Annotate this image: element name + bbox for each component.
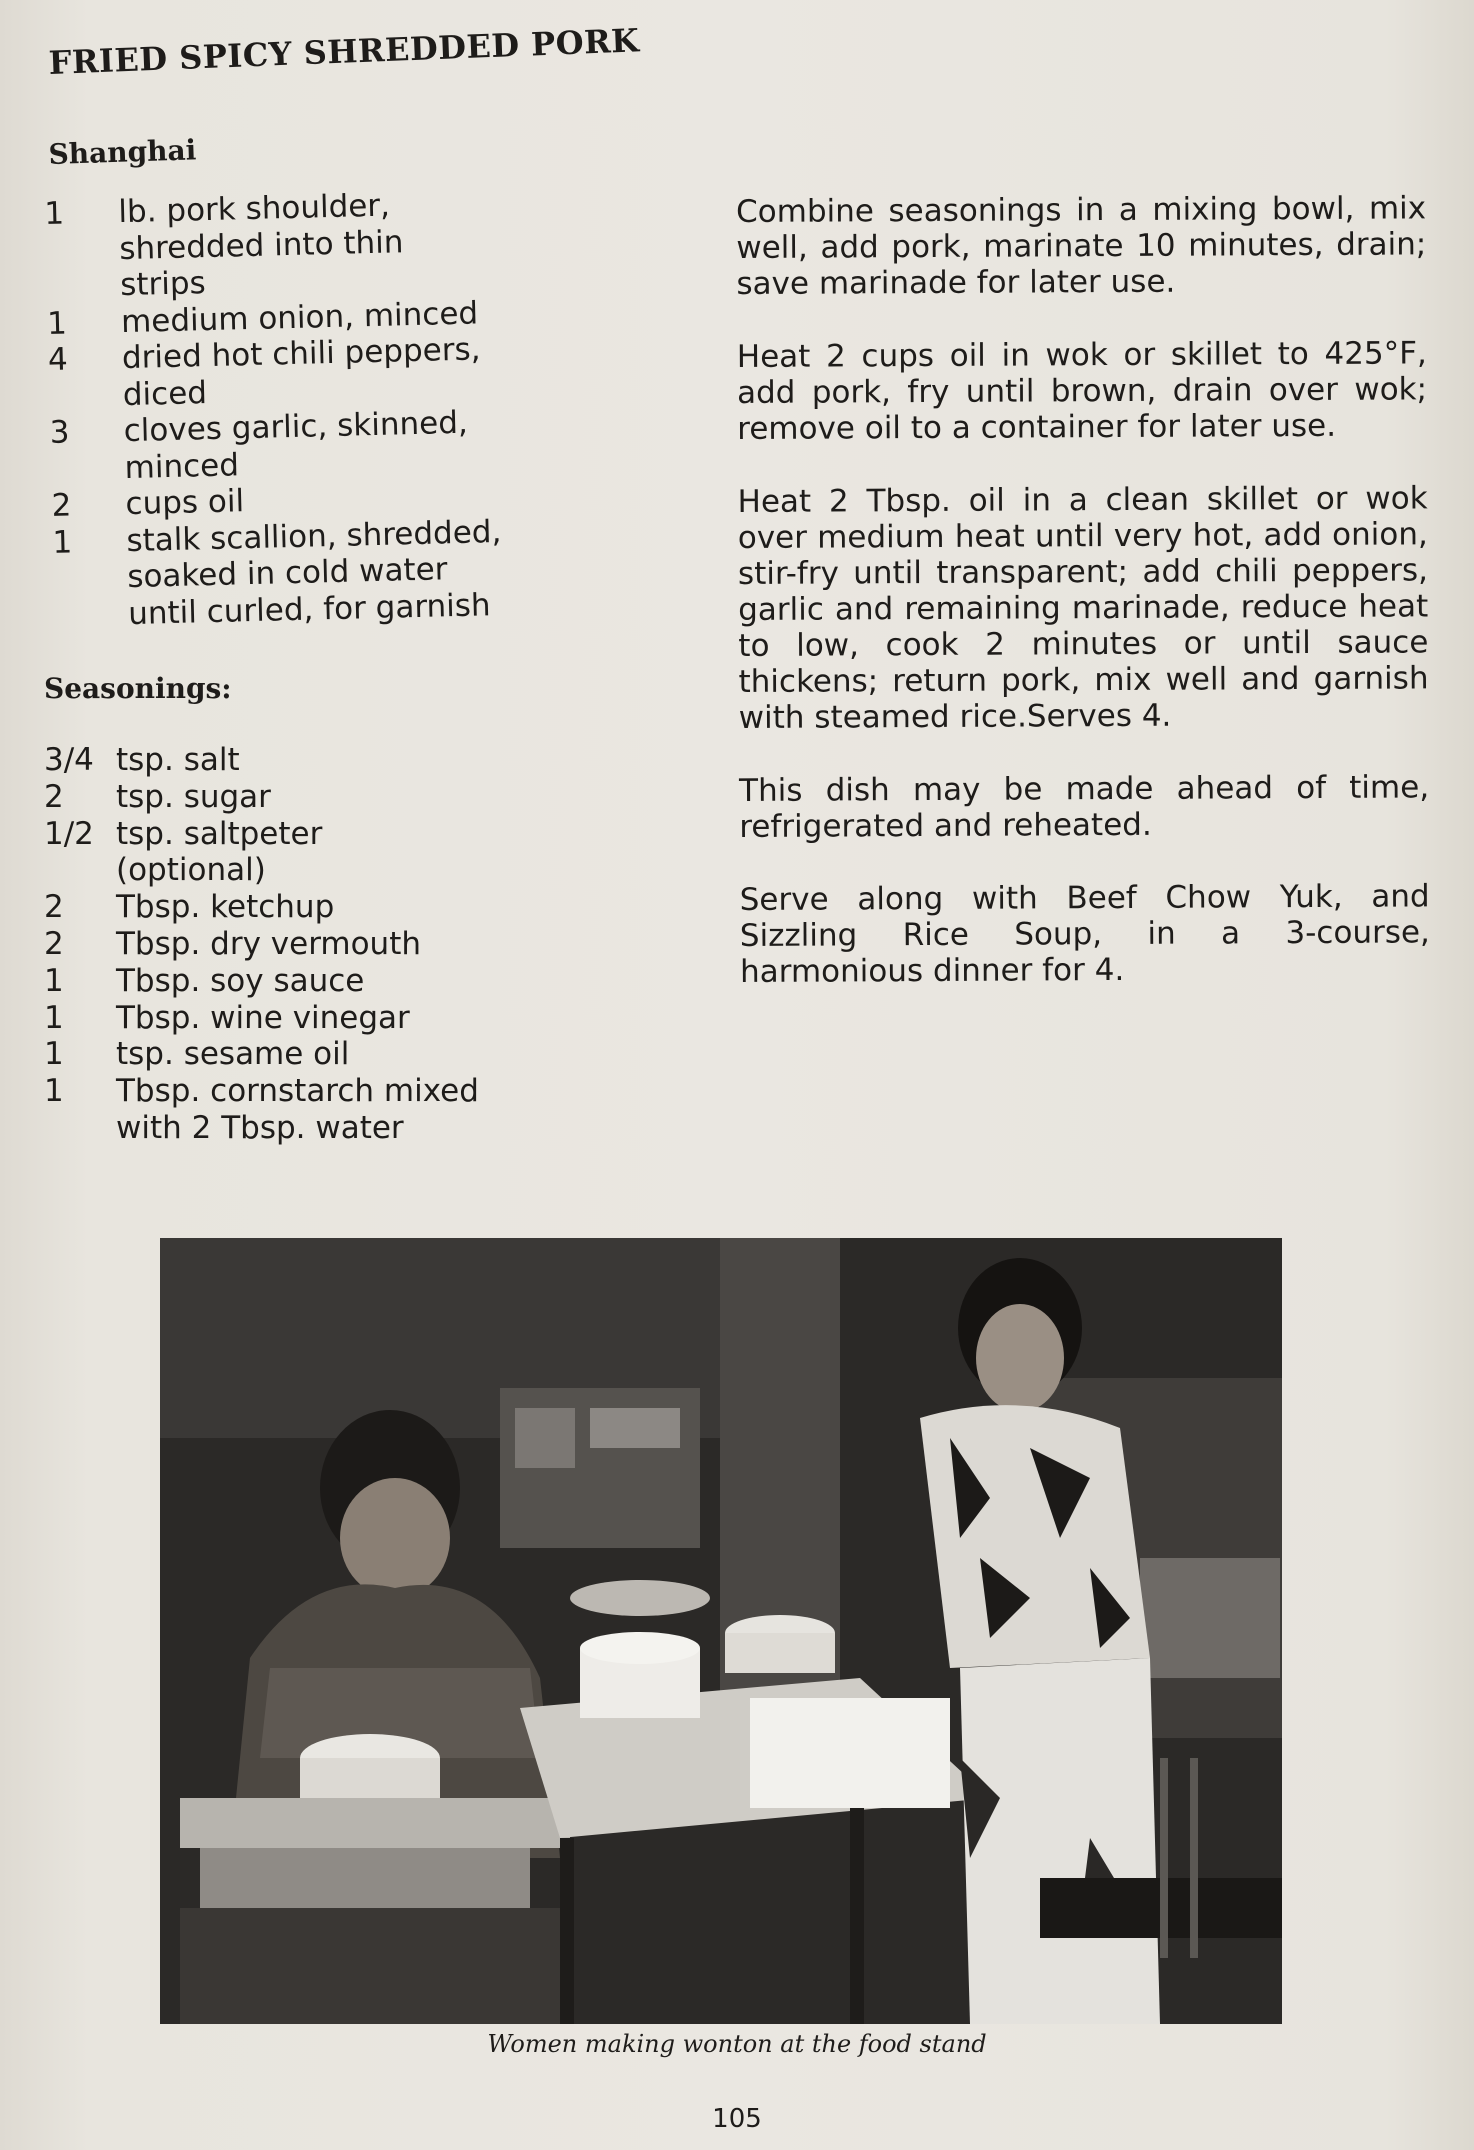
list-item	[44, 779, 684, 816]
quantity: 1	[44, 1073, 64, 1110]
quantity: 2	[44, 889, 64, 926]
item-description	[126, 509, 695, 632]
item-line: medium onion, minced	[120, 294, 479, 340]
quantity: 1	[44, 1036, 64, 1073]
list-item	[44, 889, 684, 926]
item-description	[122, 326, 690, 413]
item-line: tsp. saltpeter	[116, 815, 323, 852]
item-line: tsp. sugar	[116, 778, 271, 815]
list-item	[44, 1000, 684, 1037]
item-description	[116, 1036, 684, 1073]
item-description	[116, 779, 684, 816]
page-number: 105	[712, 2104, 762, 2134]
item-line: tsp. salt	[116, 742, 240, 778]
item-line: tsp. sesame oil	[116, 1036, 350, 1073]
ingredient-list	[44, 180, 695, 634]
item-line: Tbsp. wine vinegar	[116, 999, 410, 1036]
item-line: minced	[124, 446, 240, 486]
seasonings-heading: Seasonings:	[44, 672, 232, 705]
item-line: Tbsp. cornstarch mixed	[116, 1073, 479, 1110]
quantity: 2	[44, 925, 64, 962]
item-description	[116, 926, 684, 963]
list-item	[44, 1036, 684, 1073]
quantity: 3/4	[44, 742, 94, 778]
recipe-region: Shanghai	[48, 133, 197, 171]
item-description	[116, 963, 684, 1000]
list-item	[44, 963, 684, 1000]
instruction-paragraph: Heat 2 cups oil in wok or skillet to 425°F, add pork, fry until brown, drain over wok; remove oil to a container for later use.	[736, 335, 1428, 447]
quantity: 1	[44, 195, 65, 232]
item-line: strips	[119, 265, 207, 304]
photo-caption: Women making wonton at the food stand	[487, 2030, 987, 2058]
list-item	[44, 1073, 684, 1147]
list-item	[44, 180, 686, 305]
quantity: 1	[44, 962, 64, 999]
instruction-paragraph: Serve along with Beef Chow Yuk, and Sizzling Rice Soup, in a 3-course, harmonious dinner for 4.	[739, 878, 1430, 990]
quantity: 1	[52, 523, 73, 561]
item-line: Tbsp. soy sauce	[116, 962, 365, 999]
quantity: 3	[49, 414, 70, 451]
list-item	[44, 816, 684, 890]
item-line: Tbsp. dry vermouth	[116, 925, 422, 962]
list-item	[44, 742, 684, 779]
item-line: Tbsp. ketchup	[116, 889, 335, 926]
item-description	[118, 180, 687, 303]
instruction-paragraph: This dish may be made ahead of time, refrigerated and reheated.	[739, 769, 1430, 845]
quantity: 2	[44, 778, 64, 815]
recipe-title: FRIED SPICY SHREDDED PORK	[48, 21, 641, 82]
instruction-paragraph: Combine seasonings in a mixing bowl, mix well, add pork, marinate 10 minutes, drain; save marinade for later use.	[736, 190, 1427, 302]
item-description	[116, 1000, 684, 1037]
item-description	[123, 399, 691, 486]
item-line: with 2 Tbsp. water	[116, 1109, 404, 1146]
item-description	[116, 742, 684, 779]
item-description	[116, 1073, 684, 1147]
photo-illustration	[160, 1238, 1282, 2024]
item-description	[116, 816, 684, 890]
item-line: soaked in cold water	[126, 551, 448, 596]
quantity: 1	[46, 304, 68, 342]
item-line: stalk scallion, shredded,	[126, 513, 502, 559]
item-line: (optional)	[116, 852, 266, 889]
seasonings-list	[44, 742, 684, 1147]
item-line: cups oil	[125, 483, 245, 523]
item-line: until curled, for garnish	[127, 586, 492, 632]
item-description	[116, 889, 684, 926]
item-line: dried hot chili peppers,	[121, 331, 481, 377]
list-item	[52, 509, 694, 634]
instruction-paragraph: Heat 2 Tbsp. oil in a clean skillet or wok over medium heat until very hot, add onion, stir-fry until transparent; add chili peppers, garlic and remaining marinade, reduce heat to low, cook 2 minutes or until sauce thickens; return pork, mix well and garnish with steamed rice.Serves 4.	[737, 480, 1429, 736]
quantity: 1	[44, 999, 64, 1036]
instructions	[736, 190, 1430, 1027]
quantity: 4	[47, 341, 69, 378]
list-item	[44, 926, 684, 963]
item-line: cloves garlic, skinned,	[123, 404, 469, 450]
quantity: 2	[51, 487, 72, 524]
item-line: shredded into thin	[118, 223, 404, 267]
food-stand-photo	[160, 1238, 1282, 2024]
item-line: lb. pork shoulder,	[117, 187, 391, 231]
quantity: 1/2	[44, 815, 94, 852]
item-line: diced	[122, 374, 208, 413]
